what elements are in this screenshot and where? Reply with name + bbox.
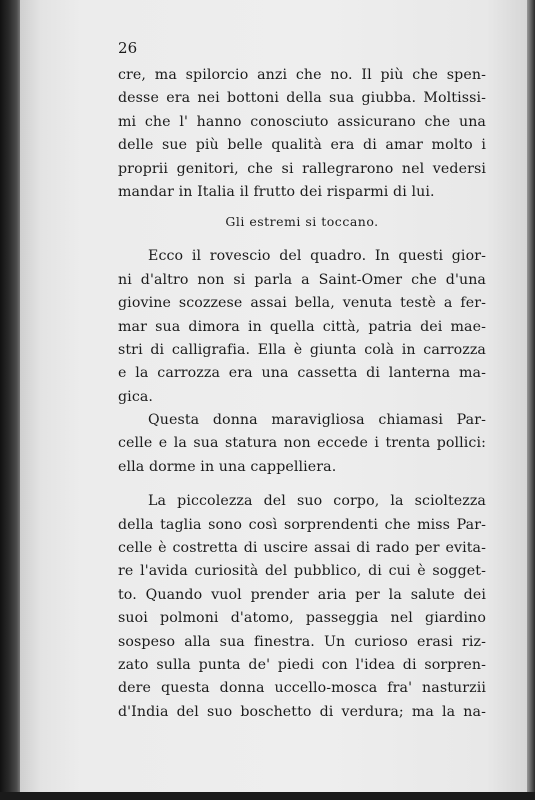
page-body	[118, 38, 486, 724]
paragraph	[118, 64, 486, 204]
text-line: ella dorme in una cappelliera.	[118, 458, 337, 475]
text-line: celle e la sua statura non eccede i trenta pollici:	[118, 435, 486, 452]
text-line: desse era nei bottoni della sua giubba. Moltissi-	[118, 90, 486, 107]
page-edge-shadow	[527, 0, 535, 800]
text-line: mi che l' hanno conosciuto assicurano che una	[118, 113, 486, 130]
text-line: gica.	[118, 388, 154, 405]
text-line: e la carrozza era una cassetta di lanterna ma-	[118, 365, 486, 382]
text-line: cre, ma spilorcio anzi che no. Il più che spen-	[118, 67, 486, 83]
text-line: suoi polmoni d'atomo, passeggia nel giardino	[118, 610, 486, 627]
paragraph	[118, 490, 486, 724]
section-heading: Gli estremi si toccano.	[225, 214, 379, 230]
text-line: d'India del suo boschetto di verdura; ma la na-	[118, 703, 486, 720]
text-line: sospeso alla sua finestra. Un curioso erasi riz-	[118, 633, 486, 650]
text-line: re l'avida curiosità del pubblico, di cui è sogget-	[118, 563, 486, 580]
text-line: celle è costretta di uscire assai di rado per evita-	[118, 540, 486, 557]
page-number: 26	[118, 39, 138, 57]
text-line: giovine scozzese assai bella, venuta testè a fer-	[118, 295, 486, 312]
text-line: to. Quando vuol prender aria per la salute dei	[118, 586, 486, 603]
text-line: Ecco il rovescio del quadro. In questi gior-	[148, 248, 486, 265]
book-gutter	[0, 0, 22, 800]
text-line: zato sulla punta de' piedi con l'idea di sorpren-	[118, 656, 486, 673]
paragraph	[118, 409, 486, 479]
paragraph	[118, 245, 486, 409]
text-line: ni d'altro non si parla a Saint-Omer che d'una	[118, 271, 486, 288]
text-line: La piccolezza del suo corpo, la scioltezza	[148, 493, 486, 510]
paragraph-gap	[118, 479, 486, 490]
text-line: mandar in Italia il frutto dei risparmi di lui.	[118, 183, 435, 200]
text-line: Questa donna maravigliosa chiamasi Par-	[148, 412, 486, 429]
text-line: della taglia sono così sorprendenti che miss Par-	[118, 516, 486, 533]
text-line: proprii genitori, che si rallegrarono nel vedersi	[118, 160, 486, 177]
text-line: mar sua dimora in quella città, patria dei mae-	[118, 318, 486, 335]
text-line: delle sue più belle qualità era di amar molto i	[118, 137, 486, 154]
text-line: stri di calligrafia. Ella è giunta colà in carrozza	[118, 341, 486, 358]
text-line: dere questa donna uccello-mosca fra' nasturzii	[118, 680, 486, 697]
page-bottom-shadow	[0, 792, 535, 800]
